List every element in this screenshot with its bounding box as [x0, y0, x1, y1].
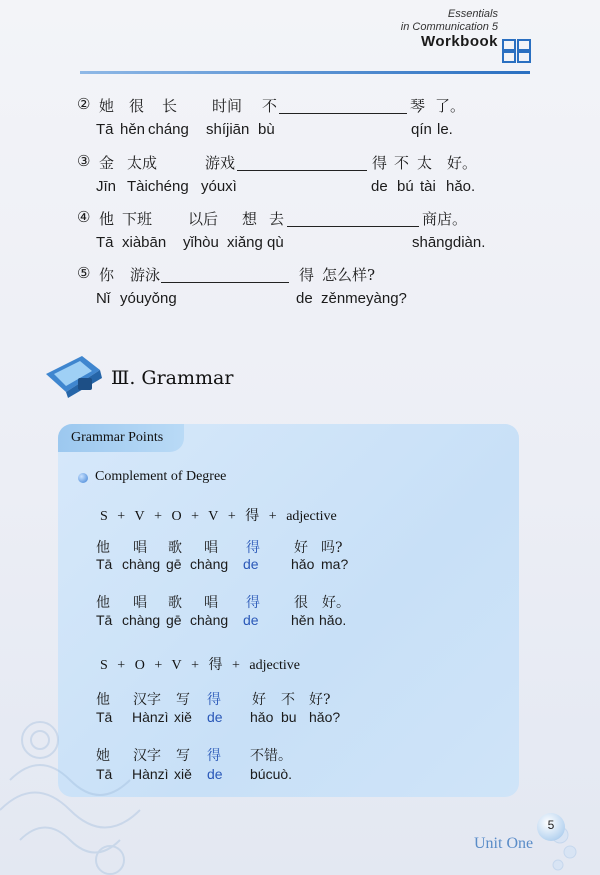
- exercise-number: ②: [77, 95, 91, 113]
- header-workbook-title: Workbook: [420, 33, 498, 50]
- page-number: 5: [547, 818, 555, 832]
- header-series-line1: Essentials: [447, 8, 498, 20]
- answer-blank[interactable]: [279, 95, 407, 114]
- grammar-topic: Complement of Degree: [95, 469, 227, 484]
- header-rule: [80, 71, 530, 74]
- answer-blank[interactable]: [287, 208, 419, 227]
- exercise-number: ④: [77, 208, 91, 226]
- pattern-formula: S + V + O + V + 得 + adjective: [100, 509, 337, 524]
- bullet-icon: [78, 473, 88, 483]
- exercise-item: ② 她 很 长 时间 不 琴 了。 Tā hěn cháng shíjiān bù qín le.: [77, 95, 466, 138]
- exercise-number: ③: [77, 152, 91, 170]
- unit-label: Unit One: [474, 835, 534, 852]
- pattern-formula: S + O + V + 得 + adjective: [100, 658, 300, 673]
- answer-blank[interactable]: [237, 152, 367, 171]
- exercise-item: ④ 他 下班 以后 想 去 商店。 Tā xiàbān yǐhòu xiǎng qù shāngdiàn.: [77, 208, 486, 251]
- exercise-item: ⑤ 你 游泳 得 怎么样? Nǐ yóuyǒng de zěnmeyàng?: [77, 264, 407, 307]
- exercise-number: ⑤: [77, 264, 91, 282]
- answer-blank[interactable]: [161, 264, 289, 283]
- header-series-line2: in Communication 5: [400, 21, 498, 33]
- series-logo-icon: [502, 38, 532, 64]
- exercise-item: ③ 金 太成 游戏 得 不 太 好。 Jīn Tàichéng yóuxì de bú tài hǎo.: [77, 152, 478, 195]
- cloud-pattern-decoration: [0, 660, 160, 875]
- grammar-points-label: Grammar Points: [71, 430, 164, 445]
- section-title: Ⅲ. Grammar: [111, 367, 234, 389]
- computer-icon: [44, 352, 106, 400]
